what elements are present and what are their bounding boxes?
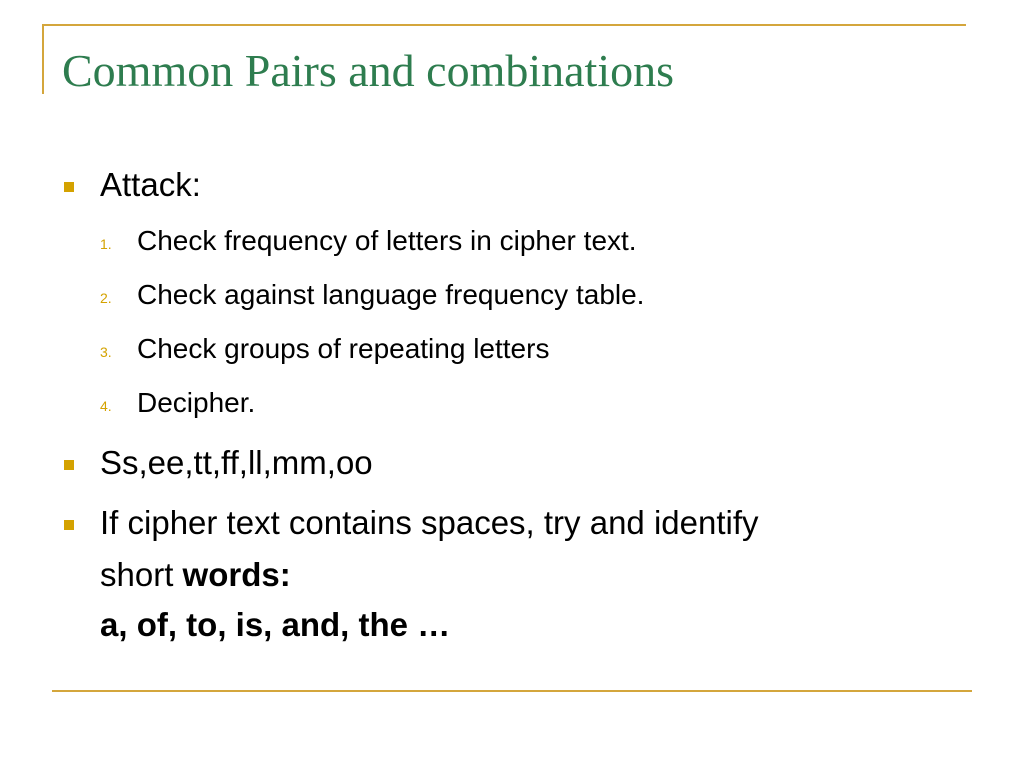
pairs-text: Ss,ee,tt,ff,ll,mm,oo — [100, 444, 373, 481]
frame-vertical-rule — [42, 24, 44, 94]
step-number: 1. — [100, 236, 112, 252]
footer-rule — [52, 690, 972, 692]
step-number: 3. — [100, 344, 112, 360]
step-number: 2. — [100, 290, 112, 306]
spaces-line-2 — [100, 556, 291, 594]
bullet-square-icon — [64, 460, 74, 470]
spaces-line-2-bold: words: — [182, 556, 291, 593]
bullet-square-icon — [64, 182, 74, 192]
frame-horizontal-rule — [42, 24, 966, 26]
step-text: Check frequency of letters in cipher text. — [137, 225, 637, 256]
bullet-square-icon — [64, 520, 74, 530]
spaces-line-2-prefix: short — [100, 556, 183, 593]
step-text: Decipher. — [137, 387, 256, 418]
short-words-list: a, of, to, is, and, the … — [100, 606, 451, 643]
slide-title: Common Pairs and combinations — [62, 45, 675, 96]
spaces-line-1: If cipher text contains spaces, try and identify — [100, 504, 759, 541]
step-number: 4. — [100, 398, 112, 414]
attack-label: Attack: — [100, 166, 201, 203]
step-text: Check against language frequency table. — [137, 279, 645, 310]
step-text: Check groups of repeating letters — [137, 333, 550, 364]
